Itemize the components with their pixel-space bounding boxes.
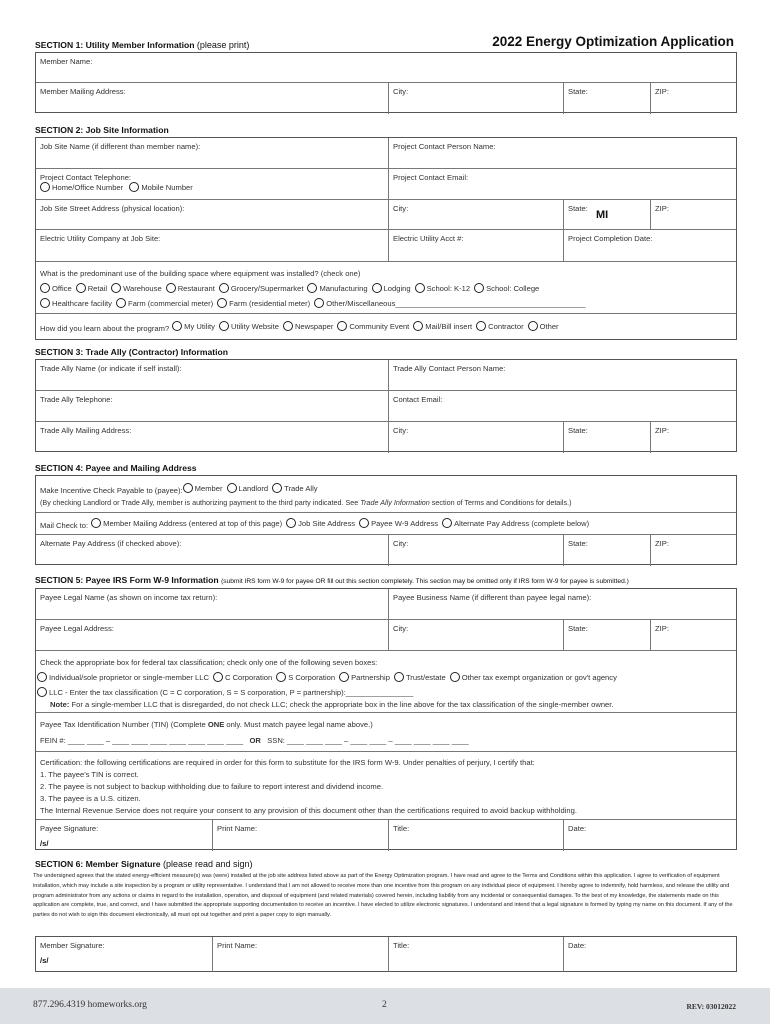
radio-icon — [450, 672, 460, 682]
radio-icon — [219, 283, 229, 293]
radio-icon — [474, 283, 484, 293]
alternate-state-field[interactable]: State: — [563, 535, 650, 566]
radio-icon — [339, 672, 349, 682]
radio-icon — [372, 283, 382, 293]
project-contact-email-field[interactable]: Project Contact Email: — [388, 169, 736, 200]
trade-ally-state-field[interactable]: State: — [563, 422, 650, 453]
mail-check-option[interactable]: Payee W-9 Address — [359, 518, 438, 528]
building-use-option[interactable]: Restaurant — [166, 283, 215, 293]
mail-check-option[interactable]: Job Site Address — [286, 518, 355, 528]
payee-option[interactable]: Member — [183, 483, 223, 493]
radio-icon — [40, 283, 50, 293]
llc-option[interactable]: LLC - Enter the tax classification (C = C corporation, S = S corporation, P = partnership):________________ — [37, 687, 413, 697]
radio-icon — [219, 321, 229, 331]
building-use-option[interactable]: Manufacturing — [307, 283, 367, 293]
member-date-field[interactable]: Date: — [563, 937, 736, 972]
radio-icon — [76, 283, 86, 293]
radio-icon — [314, 298, 324, 308]
building-use-option[interactable]: Grocery/Supermarket — [219, 283, 304, 293]
tax-class-option[interactable]: S Corporation — [276, 672, 335, 682]
ssn-field[interactable]: SSN: ____ ____ ____ – ____ ____ – ____ ____ ____ ____ — [267, 736, 469, 745]
revision-label: REV: 03012022 — [686, 1002, 736, 1011]
building-use-option[interactable]: School: College — [474, 283, 539, 293]
job-site-zip-field[interactable]: ZIP: — [650, 200, 736, 230]
building-use-option[interactable]: Farm (residential meter) — [217, 298, 310, 308]
payee-legal-name-field[interactable]: Payee Legal Name (as shown on income tax return): — [40, 593, 218, 602]
payee-business-name-field[interactable]: Payee Business Name (if different than payee legal name): — [388, 589, 736, 619]
payee-print-name-field[interactable]: Print Name: — [212, 820, 388, 851]
member-zip-field[interactable]: ZIP: — [650, 83, 736, 114]
payee-signature-field[interactable]: Payee Signature: /s/ — [40, 824, 99, 848]
learn-source-option[interactable]: Utility Website — [219, 321, 279, 331]
member-city-field[interactable]: City: — [388, 83, 563, 114]
payable-to-options: Make Incentive Check Payable to (payee): Member Landlord Trade Ally — [40, 483, 318, 495]
electric-utility-acct-field[interactable]: Electric Utility Acct #: — [388, 230, 563, 262]
radio-icon — [111, 283, 121, 293]
building-use-options-2 — [40, 298, 589, 310]
radio-icon — [172, 321, 182, 331]
job-site-city-field[interactable]: City: — [388, 200, 563, 230]
radio-icon — [40, 298, 50, 308]
tax-class-option[interactable]: Trust/estate — [394, 672, 446, 682]
payee-date-field[interactable]: Date: — [563, 820, 736, 851]
radio-icon — [227, 483, 237, 493]
building-use-option[interactable]: Farm (commercial meter) — [116, 298, 213, 308]
trade-ally-name-field[interactable]: Trade Ally Name (or indicate if self install): — [40, 364, 182, 373]
section-5-box — [35, 588, 737, 850]
radio-icon — [359, 518, 369, 528]
radio-icon — [166, 283, 176, 293]
radio-icon — [37, 672, 47, 682]
learn-source-option[interactable]: Newspaper — [283, 321, 333, 331]
learn-source-option[interactable]: Contractor — [476, 321, 523, 331]
section-2-box — [35, 137, 737, 340]
project-completion-date-field[interactable]: Project Completion Date: — [563, 230, 736, 262]
payee-city-field[interactable]: City: — [388, 620, 563, 651]
radio-icon — [116, 298, 126, 308]
section-2-title: SECTION 2: Job Site Information — [35, 125, 169, 135]
learn-options: How did you learn about the program? My Utility Utility Website Newspaper Community Event Mail/Bill insert Contractor Other — [40, 321, 559, 333]
trade-ally-contact-field[interactable]: Trade Ally Contact Person Name: — [388, 360, 736, 390]
alternate-city-field[interactable]: City: — [388, 535, 563, 566]
section-1-title: SECTION 1: Utility Member Information (please print) — [35, 40, 250, 50]
learn-row — [36, 313, 736, 341]
radio-icon — [217, 298, 227, 308]
trade-ally-city-field[interactable]: City: — [388, 422, 563, 453]
member-mailing-address-field[interactable]: Member Mailing Address: — [40, 87, 126, 96]
section-1-box — [35, 52, 737, 113]
mail-check-option[interactable]: Member Mailing Address (entered at top of this page) — [91, 518, 282, 528]
footer-contact: 877.296.4319 homeworks.org — [33, 1000, 147, 1010]
tax-class-option[interactable]: C Corporation — [213, 672, 272, 682]
building-use-option[interactable]: Retail — [76, 283, 107, 293]
radio-icon — [129, 182, 139, 192]
tax-class-option[interactable]: Partnership — [339, 672, 390, 682]
building-use-options-1 — [40, 283, 543, 295]
radio-icon — [272, 483, 282, 493]
section-6-title: SECTION 6: Member Signature (please read and sign) — [35, 859, 253, 869]
payee-title-field[interactable]: Title: — [388, 820, 563, 851]
trade-ally-telephone-field[interactable]: Trade Ally Telephone: — [40, 395, 113, 404]
member-title-field[interactable]: Title: — [388, 937, 563, 972]
project-contact-telephone-field[interactable]: Project Contact Telephone: Home/Office Number Mobile Number — [40, 173, 193, 192]
electric-utility-company-field[interactable]: Electric Utility Company at Job Site: — [40, 234, 161, 243]
fein-field[interactable]: FEIN #: ____ ____ – ____ ____ ____ ____ ____ ____ ____ — [40, 736, 244, 745]
payee-option[interactable]: Trade Ally — [272, 483, 317, 493]
tax-class-option[interactable]: Individual/sole proprietor or single-member LLC — [37, 672, 209, 682]
building-use-option[interactable]: Office — [40, 283, 72, 293]
member-state-field[interactable]: State: — [563, 83, 650, 114]
trade-ally-email-field[interactable]: Contact Email: — [388, 391, 736, 422]
mobile-number-option[interactable]: Mobile Number — [129, 182, 193, 192]
radio-icon — [413, 321, 423, 331]
tax-class-option[interactable]: Other tax exempt organization or gov't agency — [450, 672, 617, 682]
page-footer — [0, 988, 770, 1024]
member-signature-field[interactable]: Member Signature: /s/ — [40, 941, 105, 965]
radio-icon — [183, 483, 193, 493]
radio-icon — [286, 518, 296, 528]
mail-check-options: Mail Check to: Member Mailing Address (entered at top of this page) Job Site Address Payee W-9 Address Alternate Pay Address (complete below) — [40, 518, 590, 530]
job-site-name-field[interactable]: Job Site Name (if different than member name): — [40, 142, 201, 151]
learn-source-option[interactable]: Other — [528, 321, 559, 331]
radio-icon — [213, 672, 223, 682]
radio-icon — [91, 518, 101, 528]
payee-legal-address-field[interactable]: Payee Legal Address: — [40, 624, 114, 633]
trade-ally-mailing-field[interactable]: Trade Ally Mailing Address: — [40, 426, 132, 435]
radio-icon — [40, 182, 50, 192]
llc-note: Note: For a single-member LLC that is disregarded, do not check LLC; check the appropriate box in the line above for the tax classification of the single-member owner. — [50, 700, 614, 709]
section-6-box — [35, 936, 737, 972]
building-use-row: What is the predominant use of the building space where equipment was installed? (check one) Office Retail Warehouse Restaurant Grocery/Supermarket Manufacturing Lodging School: K-12 School: College Healthcare facility Farm (commercial meter) Farm (residential meter) Other/Miscellaneous_____________________________________________ — [36, 261, 736, 314]
radio-icon — [415, 283, 425, 293]
building-use-option[interactable]: Warehouse — [111, 283, 162, 293]
section-3-box — [35, 359, 737, 452]
radio-icon — [276, 672, 286, 682]
radio-icon — [476, 321, 486, 331]
job-site-state-field[interactable]: State: MI — [563, 200, 650, 230]
payable-note: (By checking Landlord or Trade Ally, member is authorizing payment to the third party indicated. See Trade Ally Information section of Terms and Conditions for details.) — [40, 498, 572, 507]
radio-icon — [337, 321, 347, 331]
member-name-field[interactable]: Member Name: — [40, 57, 93, 66]
radio-icon — [37, 687, 47, 697]
radio-icon — [307, 283, 317, 293]
section-3-title: SECTION 3: Trade Ally (Contractor) Information — [35, 347, 229, 357]
section-4-title: SECTION 4: Payee and Mailing Address — [35, 463, 197, 473]
building-use-option[interactable]: School: K-12 — [415, 283, 470, 293]
mail-check-option[interactable]: Alternate Pay Address (complete below) — [442, 518, 589, 528]
learn-source-option[interactable]: My Utility — [172, 321, 215, 331]
building-use-option[interactable]: Other/Miscellaneous_____________________________________________ — [314, 298, 585, 308]
payee-zip-field[interactable]: ZIP: — [650, 620, 736, 651]
job-site-street-field[interactable]: Job Site Street Address (physical location): — [40, 204, 185, 213]
building-use-option[interactable]: Lodging — [372, 283, 411, 293]
payee-option[interactable]: Landlord — [227, 483, 269, 493]
member-agreement-text: The undersigned agrees that the stated energy-efficient measure(s) was (were) installed at the job site address listed above as part of the Energy Optimization program. I have read and agree to the Terms and Conditions within this application. I agree to verification of equipment installation, which may include a site inspection by a program or utility representative. I understand that I am not allowed to receive more than one incentive from this program on any individual piece of equipment. I hereby agree to indemnify, hold harmless, and release the utility and program administrator from any actions or claims in regard to the installation, operation, and disposal of equipment (and related materials) covered herein, including liability from any incidental or consequential damages. To the best of my knowledge, the statements made on this application are complete, true, and correct, and I have submitted the appropriate supporting documentation to receive an incentive. I have elected to utilize electronic signatures. I understand and intend that a legal signature is formed by typing my name on this document. If any of the parties do not wish to sign this document electronically, all must opt out together and print a paper copy to sign manually. — [33, 873, 733, 919]
alternate-pay-address-field[interactable]: Alternate Pay Address (if checked above): — [40, 539, 182, 548]
section-5-title: SECTION 5: Payee IRS Form W-9 Information (submit IRS form W-9 for payee OR fill out this section completely. This section may be omitted only if IRS form W-9 for payee is submitted.) — [35, 575, 629, 585]
radio-icon — [283, 321, 293, 331]
radio-icon — [528, 321, 538, 331]
radio-icon — [442, 518, 452, 528]
learn-source-option[interactable]: Mail/Bill insert — [413, 321, 472, 331]
radio-icon — [394, 672, 404, 682]
document-title: 2022 Energy Optimization Application — [492, 34, 734, 49]
learn-source-option[interactable]: Community Event — [337, 321, 409, 331]
member-print-name-field[interactable]: Print Name: — [212, 937, 388, 972]
section-4-box — [35, 475, 737, 565]
tin-row: Payee Tax Identification Number (TIN) (Complete ONE only. Must match payee legal name above.) FEIN #: ____ ____ – ____ ____ ____ ____ ____ ____ ____ OR SSN: ____ ____ ____ – ____ ____ – ____ ____ ____ ____ — [36, 712, 736, 752]
page-number: 2 — [382, 1000, 387, 1010]
payee-state-field[interactable]: State: — [563, 620, 650, 651]
trade-ally-zip-field[interactable]: ZIP: — [650, 422, 736, 453]
tax-class-options — [37, 672, 621, 684]
home-office-number-option[interactable]: Home/Office Number — [40, 182, 123, 192]
building-use-option[interactable]: Healthcare facility — [40, 298, 112, 308]
tax-classification-row: Check the appropriate box for federal tax classification; check only one of the following seven boxes: Individual/sole proprietor or single-member LLC C Corporation S Corporation Partnership Trust/estate Other tax exempt organization or gov't agency LLC - Enter the tax classification (C = C corporation, S = S corporation, P = partnership):________________ Note: For a single-member LLC that is disregarded, do not check LLC; check the appropriate box in the line above for the tax classification of the single-member owner. — [36, 650, 736, 713]
llc-line — [37, 687, 417, 699]
certification-row: Certification: the following certifications are required in order for this form to substitute for the IRS form W-9. Under penalties of perjury, I certify that: 1. The payee's TIN is correct. 2. The payee is not subject to backup withholding due to failure to report interest and dividend income. 3. The payee is a U.S. citizen. The Internal Revenue Service does not require your consent to any provision of this document other than the certifications required to avoid backup withholding. — [36, 751, 736, 820]
alternate-zip-field[interactable]: ZIP: — [650, 535, 736, 566]
project-contact-person-field[interactable]: Project Contact Person Name: — [388, 138, 736, 168]
state-value: MI — [596, 209, 609, 221]
